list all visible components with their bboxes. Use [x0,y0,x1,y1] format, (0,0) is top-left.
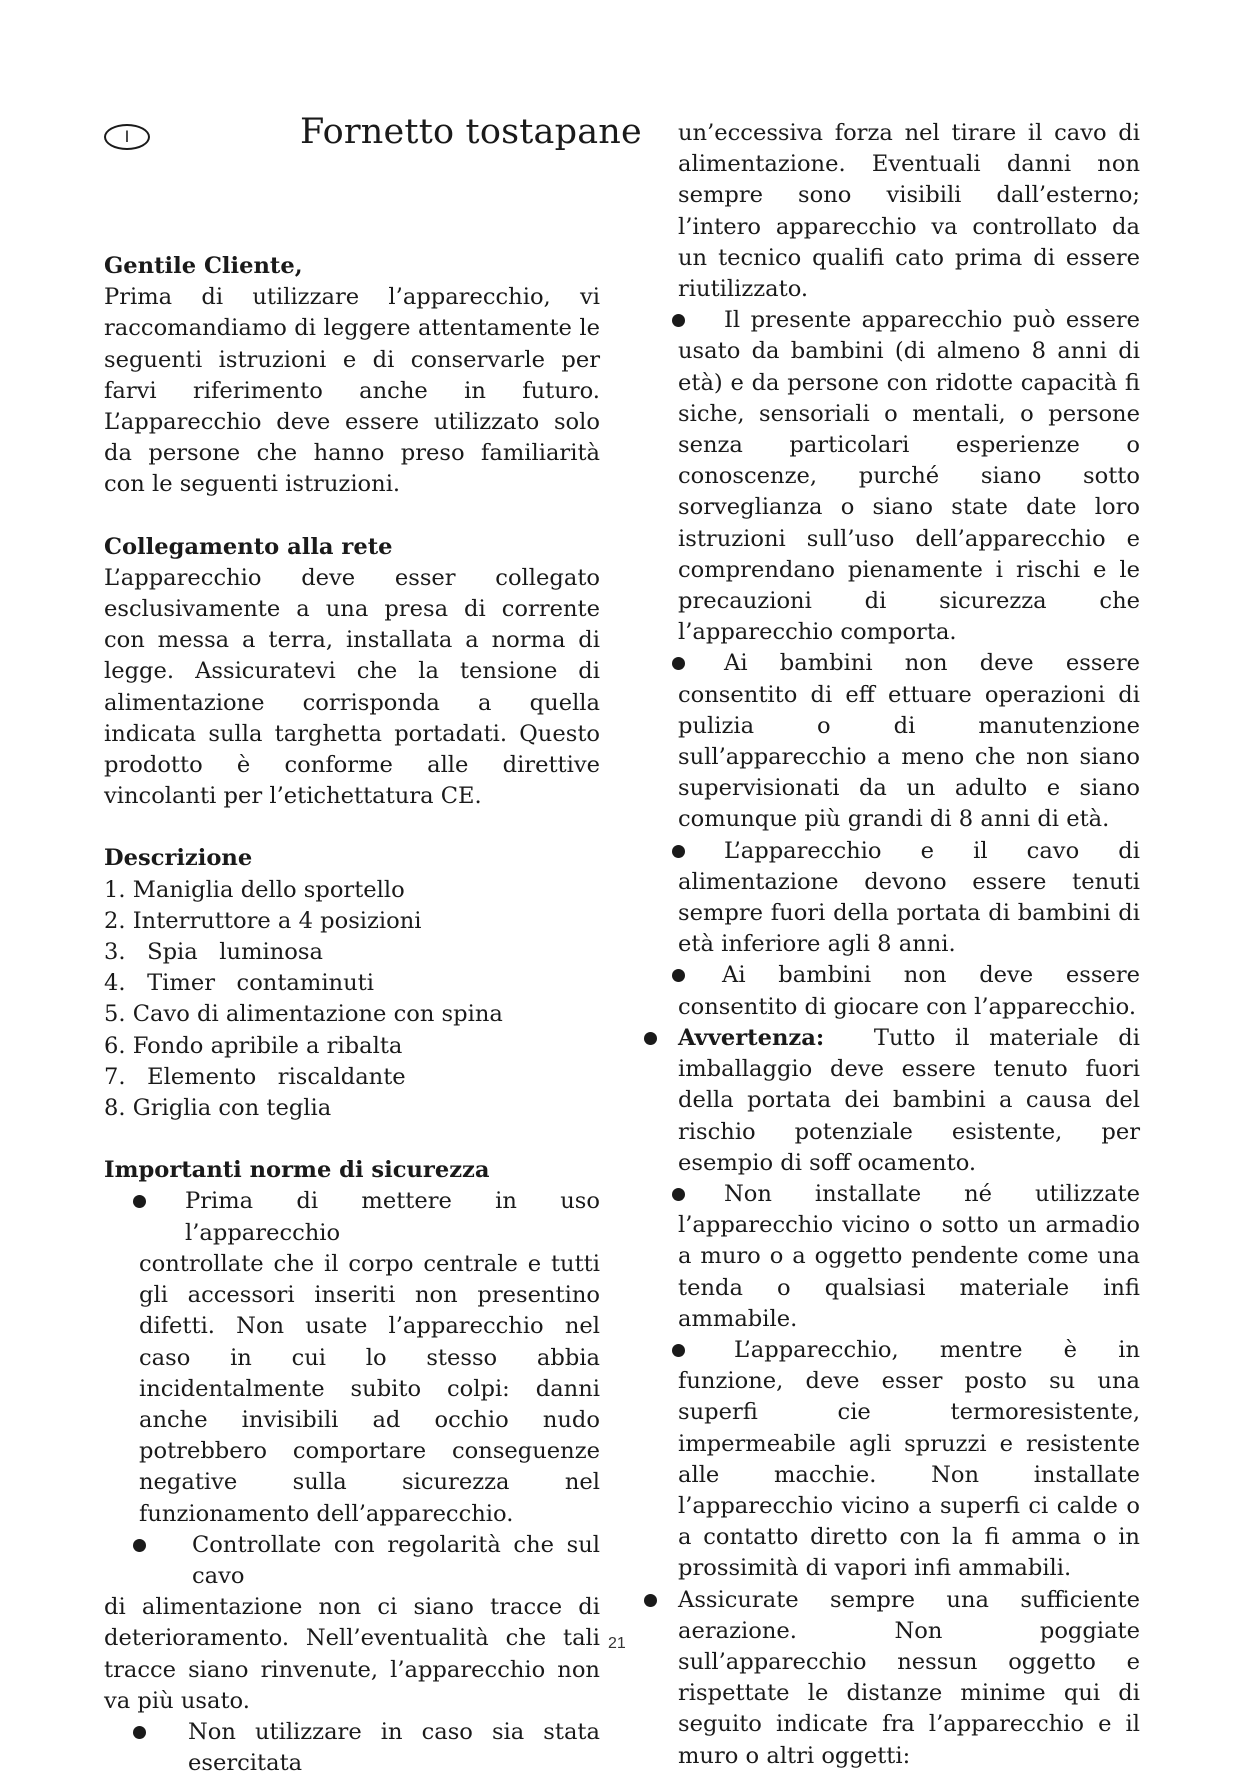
list-item: 6. Fondo apribile a ribalta [104,1032,403,1059]
intro-text: Prima di utilizzare l’apparecchio, vi raccomandiamo di leggere attentamente le seguenti istruzioni e di conservarle per farvi riferimento anche in futuro. L’apparecchio deve essere utilizzato solo da persone che hanno preso familiarità con le seguenti istruzioni. [104,284,600,498]
list-item: Il presente apparecchio può essere usato da bambini (di almeno 8 anni di età) e da persone con ridotte capacità fi siche, sensoriali o mentali, o persone senza particolari esperienze o conoscenze, purché siano sotto sorveglianza o siano state date loro istruzioni sull’uso dell’apparecchio e comprendano pienamente i rischi e le precauzioni di sicurezza che l’apparecchio comporta. [678,305,1140,648]
list-item: L’apparecchio e il cavo di alimentazione devono essere tenuti sempre fuori della portata di bambini di età inferiore agli 8 anni. [678,836,1140,961]
page-number: 21 [608,1635,626,1652]
bullet-icon [672,1188,685,1201]
list-item: Avvertenza: Tutto il materiale di imballaggio deve essere tenuto fuori della portata dei bambini a causa del rischio potenziale esistente, per esempio di soff ocamento. [678,1023,1140,1179]
list-item: Controllate con regolarità che sul cavo di alimentazione non ci siano tracce di deterioramento. Nell’eventualità che tali tracce siano rinvenute, l’apparecchio non va più usato. [104,1531,600,1714]
bullet-icon [672,314,685,327]
page-title: Fornetto tostapane [300,112,642,152]
list-item: Assicurate sempre una sufficiente aerazione. Non poggiate sull’apparecchio nessun oggetto e rispettate le distanze minime qui di seguito indicate fra l’apparecchio e il muro o altri oggetti: [678,1585,1140,1772]
bullet-icon [672,845,685,858]
list-item: 1. Maniglia dello sportello [104,876,405,903]
list-item: Ai bambini non deve essere consentito di eff ettuare operazioni di pulizia o di manutenzione sull’apparecchio a meno che non siano supervisionati da un adulto e siano comunque più grandi di 8 anni di età. [678,648,1140,835]
bullet-icon [133,1539,146,1552]
left-column [104,251,600,1779]
intro-heading: Gentile Cliente, [104,253,303,279]
list-item: Ai bambini non deve essere consentito di giocare con l’apparecchio. [678,960,1140,1022]
list-item: 5. Cavo di alimentazione con spina [104,1001,503,1028]
description-heading: Descrizione [104,845,253,872]
bullet-icon [644,1032,657,1045]
list-item: Prima di mettere in uso l’apparecchio controllate che il corpo centrale e tutti gli accessori inseriti non presentino difetti. Non usate l’apparecchio nel caso in cui lo stesso abbia incidentalmente subito colpi: danni anche invisibili ad occhio nudo potrebbero comportare conseguenze negative sulla sicurezza nel funzionamento dell’apparecchio. [104,1186,600,1529]
bullet-icon [672,657,685,670]
bullet-icon [133,1726,146,1739]
bullet-icon [644,1594,657,1607]
bullet-icon [672,1344,685,1357]
list-item: 2. Interruttore a 4 posizioni [104,907,422,934]
connection-text: L’apparecchio deve esser collegato esclusivamente a una presa di corrente con messa a terra, installata a norma di legge. Assicuratevi che la tensione di alimentazione corrisponda a quella indicata sulla targhetta portadati. Questo prodotto è conforme alle direttive vincolanti per l’etichettatura CE. [104,564,600,810]
safety-heading: Importanti norme di sicurezza [104,1157,490,1184]
right-column [678,118,1140,1772]
list-item: 7. Elemento riscaldante [104,1063,406,1090]
safety-continuation: un’eccessiva forza nel tirare il cavo di alimentazione. Eventuali danni non sempre sono visibili dall’esterno; l’intero apparecchio va controllato da un tecnico qualifi cato prima di essere riutilizzato. [678,120,1140,303]
connection-heading: Collegamento alla rete [104,533,393,560]
list-item: Non utilizzare in caso sia stata esercitata [104,1717,600,1779]
safety-list-left [104,1186,600,1779]
list-item: Non installate né utilizzate l’apparecchio vicino o sotto un armadio a muro o a oggetto pendente come una tenda o qualsiasi materiale infi ammabile. [678,1179,1140,1335]
list-item: 3. Spia luminosa [104,939,323,966]
list-item: L’apparecchio, mentre è in funzione, deve esser posto su una superfi cie termoresistente, impermeabile agli spruzzi e resistente alle macchie. Non installate l’apparecchio vicino a superfi ci calde o a contatto diretto con la fi amma o in prossimità di vapori infi ammabili. [678,1335,1140,1585]
language-badge: I [104,124,150,150]
description-list [104,875,600,1125]
list-item: 4. Timer contaminuti [104,970,374,997]
list-item: 8. Griglia con teglia [104,1095,332,1122]
bullet-icon [672,969,685,982]
